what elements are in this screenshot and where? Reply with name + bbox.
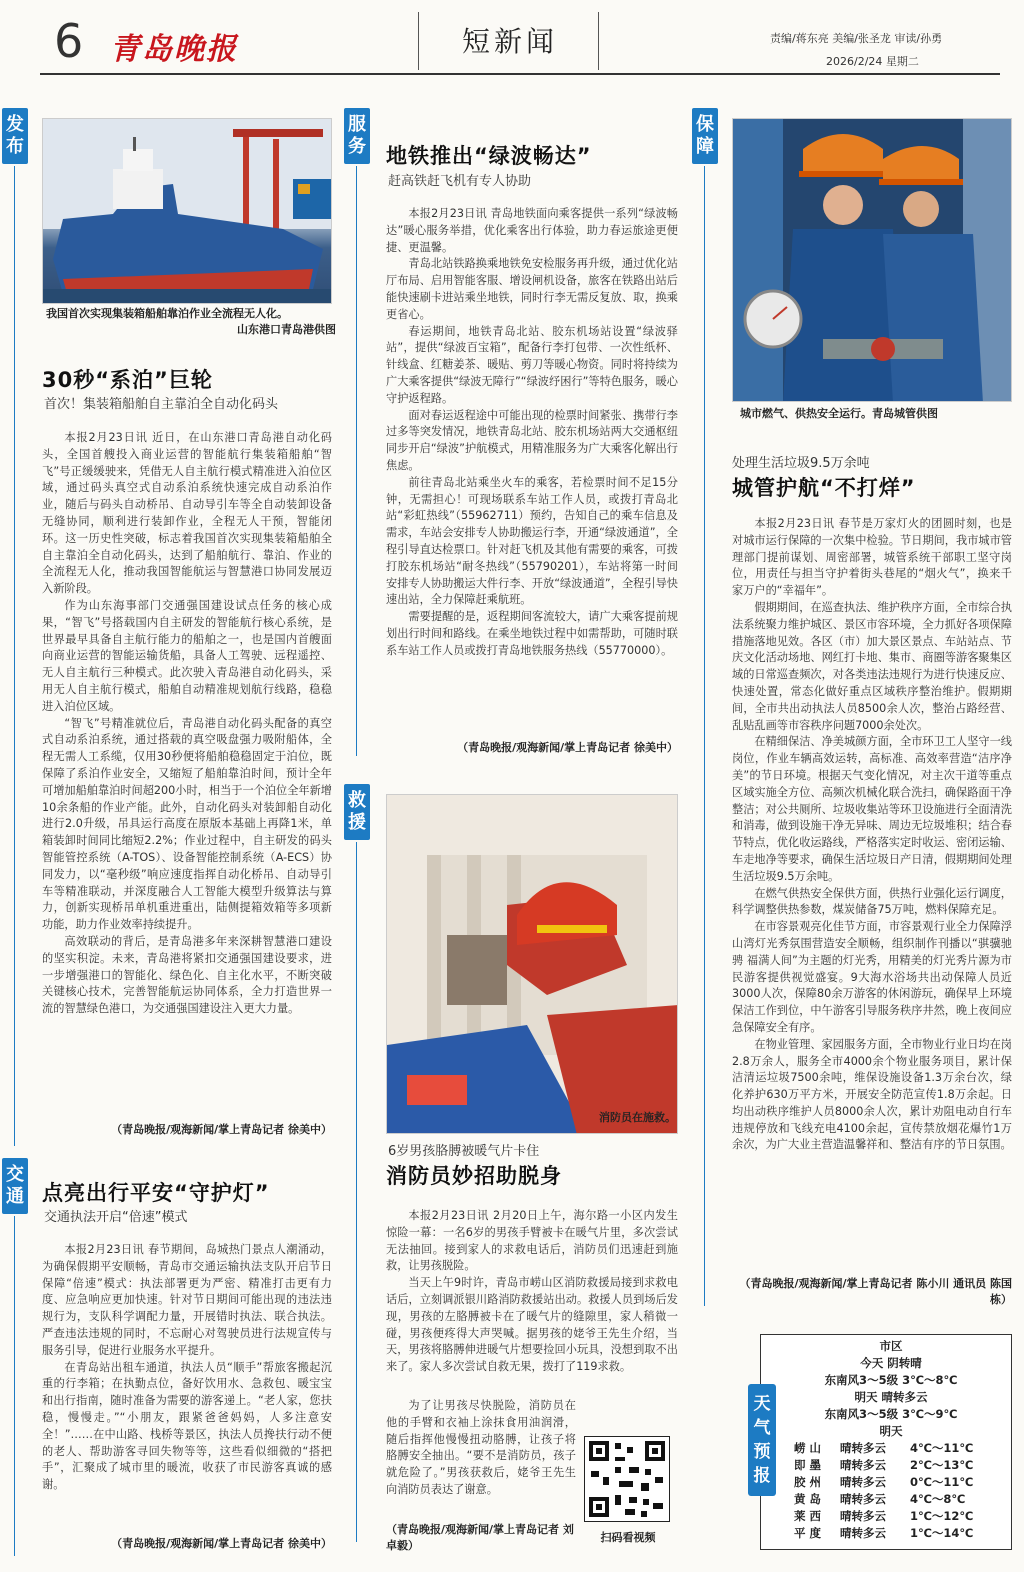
article-subhead: 首次！集装箱船舶自主靠泊全自动化码头 [44,397,279,412]
divider [704,166,705,1306]
divider [598,12,599,70]
weather-line: 明天 晴转多云 [854,1390,928,1404]
photo-caption: 城市燃气、供热安全运行。青岛城管供图 [740,407,938,420]
article-subhead: 赶高铁赶飞机有专人协助 [388,174,532,189]
paragraph: 高效联动的背后，是青岛港多年来深耕智慧港口建设的坚实积淀。未来，青岛港将紧扣交通强国建设要求，进一步增强港口的智能化、绿色化、自主化水平，不断突破关键核心技术，完善智能航运协同体系，全力打造世界一流的智慧绿色港口，为交通强国建设注入更大力量。 [42,934,332,1016]
firefighter-rescue-photo [386,794,678,1134]
article-body [732,516,1012,1154]
article-body [386,1208,678,1376]
weather-forecast [780,1338,1002,1542]
container-ship-photo [42,118,332,304]
paragraph: 在物业管理、家园服务方面，全市物业行业日均在岗2.8万余人，服务全市4000余个物业服务项目，累计保洁清运垃圾7500余吨，维保设施设备1.3万余台次，绿化养护630万平方米，开展安全防范宣传1.8万余起。日均出动秩序维护人员8000余人次，累计劝阻电动自行车违规停放和飞线充电4100余起，宣传禁放烟花爆竹1万余次，为广大业主营造温馨祥和、整洁有序的节日氛围。 [732,1037,1012,1152]
utility-workers-photo [732,118,1012,402]
divider [356,166,357,756]
article-byline: （青岛晚报/观海新闻/掌上青岛记者 徐美中） [111,1537,332,1550]
photo-caption: 我国首次实现集装箱船舶靠泊作业全流程无人化。 [46,307,288,320]
article-body [386,206,678,660]
paragraph: 本报2月23日讯 春节是万家灯火的团圆时刻，也是对城市运行保障的一次集中检验。节日期间，我市城市管理部门提前谋划、周密部署，城管系统干部职工坚守岗位，用责任与担当守护着街头巷尾的“烟火气”，换来千家万户的“幸福年”。 [732,517,1012,598]
article-body [386,1398,576,1499]
paragraph: 本报2月23日讯 春节期间，岛城热门景点人潮涌动，为确保假期平安顺畅，青岛市交通运输执法支队开启节日保障“倍速”模式：执法部署更为严密、精准打击更有力度、应急响应更加快速。针对节日期间可能出现的违法违规行为，支队科学调配力量，开展错时执法、联合执法。严查违法违规的同时，不忘耐心对驾驶员进行法规宣传与服务引导，促进行业服务水平提升。 [42,1243,332,1357]
article-body [42,1242,332,1494]
paragraph: 本报2月23日讯 近日，在山东港口青岛港自动化码头，全国首艘投入商业运营的智能航行集装箱船舶“智飞”号正缓缓驶来，凭借无人自主航行模式精准进入泊位区域，通过码头真空式自动系泊系统快速完成自动系泊作业，随后与码头自动桥吊、自动导引车等全自动装卸设备无缝协同，顺利进行装卸作业，全程无人干预，智能闭环。这一历史性突破，标志着我国首次实现集装箱船舶全自主靠泊全自动化码头，达到了船舶航行、靠泊、作业的全流程无人化，推动我国智能航运与智慧港口协同发展迈入新阶段。 [42,431,332,596]
divider [14,166,15,1146]
weather-line: 东南风3～5级 3℃～8℃ [824,1373,958,1387]
newspaper-logo: 青岛晚报 [110,32,238,67]
article-kicker: 处理生活垃圾9.5万余吨 [732,456,870,471]
weather-line: 东南风3～5级 3℃～9℃ [824,1407,958,1421]
paragraph: “智飞”号精准就位后，青岛港自动化码头配备的真空式自动系泊系统，通过搭载的真空吸盘强力吸附船体，全程无需人工系缆，仅用30秒便将船舶稳稳固定于泊位，既保障了系泊作业安全，又缩短了船舶靠泊时间，预计全年可增加船舶靠泊时间超200小时，相当于一个泊位全年新增10余条船的作业产能。此外，自动化码头对装卸船自动化进行2.0升级，吊具运行高度在原版本基础上再降1米，单箱装卸时间同比缩短2.2%；作业过程中，自主研发的码头智能管控系统（A-TOS）、设备智能控制系统（A-ECS）协同发力，以“毫秒级”响应速度指挥自动化桥吊、自动导引车等精准联动，并深度融合人工智能大模型升级算法与算力，创新实现桥吊单机重进重出，陆侧提箱效箱等多项新功能，助力作业效率持续提升。 [42,716,332,932]
section-tag-rescue: 救援 [344,784,370,840]
article-byline: （青岛晚报/观海新闻/掌上青岛记者 徐美中） [111,1123,332,1136]
article-subhead: 交通执法开启“倍速”模式 [44,1210,188,1225]
article-headline: 地铁推出“绿波畅达” [386,144,592,168]
paragraph: 青岛北站铁路换乘地铁免安检服务再升级，通过优化站厅布局、启用智能客服、增设闸机设备，旅客在铁路出站后能快速刷卡进站乘坐地铁，同时行李无需反复放、取，换乘更省心。 [386,257,678,321]
paragraph: 前往青岛北站乘坐火车的乘客，若检票时间不足15分钟，无需担心！可现场联系车站工作人员，或拨打青岛北站“彩虹热线”（55962711）预约，告知自己的乘车信息及需求，车站会安排专人协助搬运行李，开通“绿波通道”，全程引导直达检票口。针对赶飞机及其他有需要的乘客，可拨打胶东机场站“耐冬热线”（55790201），车站将第一时间安排专人协助搬运大件行李、开放“绿波通道”，全程引导快速出站，全力保障赶乘航班。 [386,475,678,607]
issue-date: 2026/2/24 星期二 [826,55,919,68]
page-number: 6 [54,14,84,68]
weather-city-row: 莱 西 晴转多云 1℃～12℃ [794,1509,974,1523]
divider [14,1216,15,1556]
weather-city-row: 平 度 晴转多云 1℃～14℃ [794,1526,974,1540]
paragraph: 在燃气供热安全保供方面，供热行业强化运行调度，科学调整供热参数，煤炭储备75万吨，燃料保障充足。 [732,886,1012,917]
header-rule [40,73,1000,75]
weather-city-row: 即 墨 晴转多云 2℃～13℃ [794,1458,974,1472]
weather-line: 今天 阴转晴 [860,1356,922,1370]
section-title: 短新闻 [461,25,558,58]
article-byline: （青岛晚报/观海新闻/掌上青岛记者 刘卓毅） [386,1523,574,1552]
article-body [42,430,332,1018]
paragraph: 在青岛站出租车通道，执法人员“顺手”帮旅客搬起沉重的行李箱；在执勤点位，备好饮用水、急救包、暖宝宝和出行指南，随时准备为需要的游客递上。“老人家，您扶稳，慢慢走。”“小朋友，跟紧爸爸妈妈，人多注意安全！”……在中山路、栈桥等景区，执法人员搀扶行动不便的老人、帮助游客寻回失物等等，这些看似细微的“搭把手”，汇聚成了城市里的暖流，收获了市民游客真诚的感谢。 [42,1360,332,1492]
paragraph: 在精细保洁、净美城颜方面，全市环卫工人坚守一线岗位，作业车辆高效运转，高标准、高效率营造“洁序净美”的节日环境。根据天气变化情况，对主次干道等重点区域实施全方位、高频次机械化联合洗扫，确保路面干净整洁；对公共厕所、垃圾收集站等环卫设施进行全面清洗和消毒，做到设施干净无异味、周边无垃圾堆积；结合春节特点，优化收运路线，严格落实定时收运、密闭运输、车走地净等要求，确保生活垃圾日产日清，假期期间处理生活垃圾9.5万余吨。 [732,735,1012,883]
editor-credits: 责编/蒋东亮 美编/张圣龙 审读/孙勇 [770,32,943,45]
article-byline: （青岛晚报/观海新闻/掌上青岛记者 陈小川 通讯员 陈国栋） [739,1277,1012,1306]
paragraph: 作为山东海事部门交通强国建设试点任务的核心成果，“智飞”号搭载国内自主研发的智能航行核心系统，是世界最早具备自主航行能力的船舶之一，也是国内首艘面向商业运营的智能运输货船，具备人工驾驶、远程遥控、无人自主航行三种模式。此次驶入青岛港自动化码头，采用无人自主航行模式，船舶自动精准规划航行线路，稳稳进入泊位区域。 [42,598,332,713]
section-tag-release: 发布 [2,108,28,164]
paragraph: 当天上午9时许，青岛市崂山区消防救援局接到求救电话后，立刻调派银川路消防救援站出动。救援人员到场后发现，男孩的左胳膊被卡在了暖气片的缝隙里，家人稍微一碰，男孩便疼得大声哭喊。据男孩的姥爷王先生介绍，当天，男孩将胳膊伸进暖气片想要捡回小玩具，没想到取不出来了。家人多次尝试自救无果，拨打了119求救。 [386,1276,678,1374]
article-headline: 城管护航“不打烊” [732,476,916,500]
paragraph: 在市容景观亮化佳节方面，市容景观行业全力保障浮山湾灯光秀氛围营造安全顺畅，组织制作刊播以“骐骥驰骋 福满人间”为主题的灯光秀，用精美的灯光秀片源为市民游客提供视觉盛宴。9大海水浴场共出动保障人员近3000人次，保障80余万游客的休闲游玩，确保早上环境保洁工作到位，中午游客引导服务秩序井然，晚上夜间应急保障安全有序。 [732,920,1012,1034]
article-byline: （青岛晚报/观海新闻/掌上青岛记者 徐美中） [457,741,678,754]
weather-line: 明天 [879,1424,903,1438]
paragraph: 春运期间，地铁青岛北站、胶东机场站设置“绿波驿站”，提供“绿波百宝箱”，配备行李打包带、一次性纸杯、针线盒、红糖姜茶、暖贴、剪刀等暖心物资。同时将持续为广大乘客提供“绿波无障行”“绿波纾困行”等特色服务，暖心守护返程路。 [386,324,678,405]
divider [418,12,419,70]
photo-caption: 消防员在施救。 [599,1111,676,1124]
weather-city-row: 黄 岛 晴转多云 4℃～8℃ [794,1492,966,1506]
weather-region: 市区 [879,1339,903,1353]
section-tag-support: 保障 [692,108,718,164]
article-headline: 30秒“系泊”巨轮 [42,368,213,392]
video-qr-code[interactable] [584,1436,670,1522]
weather-city-list [780,1440,1002,1542]
paragraph: 面对春运返程途中可能出现的检票时间紧张、携带行李过多等突发情况，地铁青岛北站、胶东机场站两大交通枢纽同步开启“绿波”护航模式，用精准服务为广大乘客化解出行焦虑。 [386,408,678,472]
qr-label: 扫码看视频 [600,1531,656,1544]
paragraph: 为了让男孩尽快脱险，消防员在他的手臂和衣袖上涂抹食用油润滑，随后指挥他慢慢扭动胳膊，让孩子将胳膊安全抽出。“要不是消防员，孩子就危险了。”男孩获救后，姥爷王先生向消防员表达了谢意。 [386,1399,576,1496]
paragraph: 本报2月23日讯 2月20日上午，海尔路一小区内发生惊险一幕：一名6岁的男孩手臂被卡在暖气片里，多次尝试无法抽回。接到家人的求救电话后，消防员们迅速赶到施救，让男孩脱险。 [386,1209,678,1273]
weather-city-row: 崂 山 晴转多云 4℃～11℃ [794,1441,974,1455]
paragraph: 需要提醒的是，返程期间客流较大，请广大乘客提前规划出行时间和路线。在乘坐地铁过程中如需帮助，可随时联系车站工作人员或拨打青岛地铁服务热线（55770000）。 [386,610,678,657]
weather-tag: 天气预报 [748,1384,776,1496]
article-headline: 点亮出行平安“守护灯” [42,1181,270,1205]
article-kicker: 6岁男孩胳膊被暖气片卡住 [388,1144,540,1159]
divider [356,842,357,1542]
article-headline: 消防员妙招助脱身 [386,1164,562,1188]
section-tag-service: 服务 [344,108,370,164]
paragraph: 本报2月23日讯 青岛地铁面向乘客提供一系列“绿波畅达”暖心服务举措，优化乘客出行体验，助力春运旅途更便捷、更温馨。 [386,207,678,254]
photo-credit: 山东港口青岛港供图 [237,323,336,336]
paragraph: 假期期间，在巡查执法、维护秩序方面，全市综合执法系统聚力维护城区、景区市容环境，全力抓好各项保障措施落地见效。各区（市）加大景区景点、车站站点、节庆文化活动场地、网红打卡地、集市、商圈等游客聚集区域的日常巡查频次，对各类违法违规行为进行快速反应、快速处置，常态化做好重点区域秩序整治维护。假期期间，全市共出动执法人员8500余人次，整治占路经营、乱贴乱画等市容秩序问题7000余处次。 [732,600,1012,732]
section-tag-transport: 交通 [2,1158,28,1214]
weather-city-row: 胶 州 晴转多云 0℃～11℃ [794,1475,974,1489]
